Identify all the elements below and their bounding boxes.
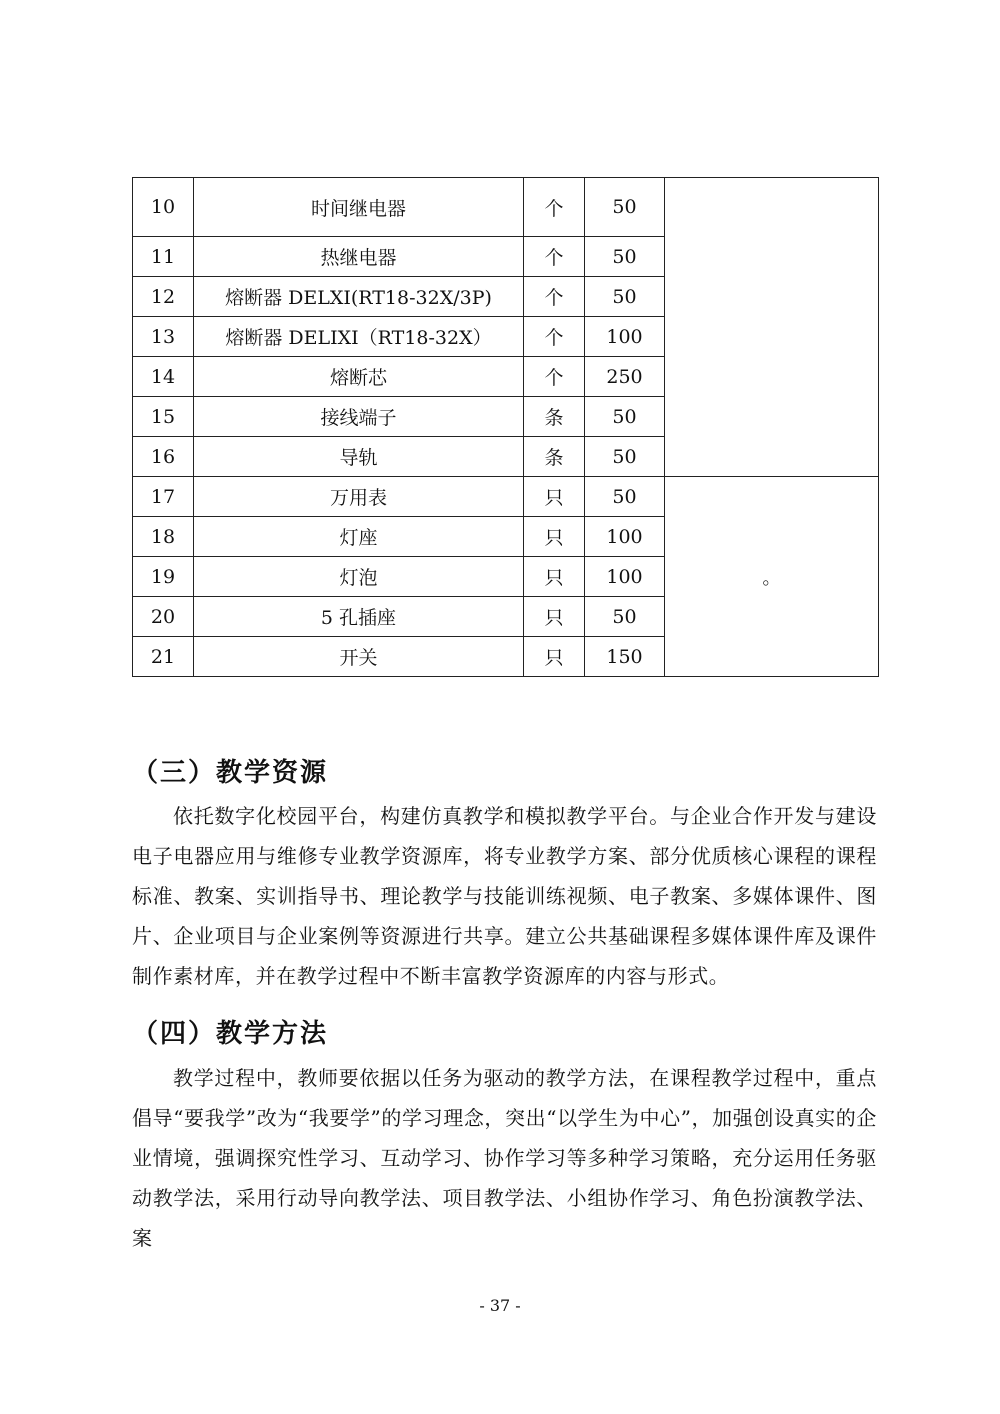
row-number: 17 xyxy=(133,477,194,517)
row-number: 16 xyxy=(133,437,194,477)
item-unit: 个 xyxy=(524,317,585,357)
item-unit: 个 xyxy=(524,178,585,237)
item-unit: 只 xyxy=(524,477,585,517)
item-unit: 只 xyxy=(524,557,585,597)
item-quantity: 100 xyxy=(585,517,665,557)
row-number: 13 xyxy=(133,317,194,357)
table-row xyxy=(133,477,879,517)
item-unit: 个 xyxy=(524,237,585,277)
section-heading-teaching-resources: （三）教学资源 xyxy=(132,758,329,788)
row-number: 14 xyxy=(133,357,194,397)
item-unit: 只 xyxy=(524,517,585,557)
item-quantity: 50 xyxy=(585,477,665,517)
row-number: 12 xyxy=(133,277,194,317)
item-name: 开关 xyxy=(194,637,524,677)
item-quantity: 50 xyxy=(585,397,665,437)
item-quantity: 250 xyxy=(585,357,665,397)
item-name: 导轨 xyxy=(194,437,524,477)
item-name: 热继电器 xyxy=(194,237,524,277)
row-number: 11 xyxy=(133,237,194,277)
item-name: 时间继电器 xyxy=(194,178,524,237)
item-quantity: 50 xyxy=(585,437,665,477)
row-number: 19 xyxy=(133,557,194,597)
item-quantity: 50 xyxy=(585,277,665,317)
item-name: 熔断器 DELIXI（RT18-32X） xyxy=(194,317,524,357)
item-quantity: 50 xyxy=(585,178,665,237)
item-name: 万用表 xyxy=(194,477,524,517)
item-name: 灯泡 xyxy=(194,557,524,597)
item-name: 灯座 xyxy=(194,517,524,557)
item-unit: 个 xyxy=(524,357,585,397)
teaching-methods-paragraph: 教学过程中，教师要依据以任务为驱动的教学方法，在课程教学过程中，重点倡导“要我学”改为“我要学”的学习理念，突出“以学生为中心”，加强创设真实的企业情境，强调探究性学习、互动学习、协作学习等多种学习策略，充分运用任务驱动教学法，采用行动导向教学法、项目教学法、小组协作学习、角色扮演教学法、案 xyxy=(132,1066,877,1250)
row-number: 15 xyxy=(133,397,194,437)
item-quantity: 150 xyxy=(585,637,665,677)
section-heading-teaching-methods: （四）教学方法 xyxy=(132,1019,329,1049)
equipment-table xyxy=(132,177,879,677)
item-quantity: 50 xyxy=(585,237,665,277)
teaching-resources-paragraph: 依托数字化校园平台，构建仿真教学和模拟教学平台。与企业合作开发与建设电子电器应用与维修专业教学资源库，将专业教学方案、部分优质核心课程的课程标准、教案、实训指导书、理论教学与技能训练视频、电子教案、多媒体课件、图片、企业项目与企业案例等资源进行共享。建立公共基础课程多媒体课件库及课件制作素材库，并在教学过程中不断丰富教学资源库的内容与形式。 xyxy=(132,804,877,988)
row-number: 10 xyxy=(133,178,194,237)
item-quantity: 50 xyxy=(585,597,665,637)
row-number: 20 xyxy=(133,597,194,637)
item-name: 5 孔插座 xyxy=(194,597,524,637)
item-unit: 个 xyxy=(524,277,585,317)
item-name: 熔断器 DELXI(RT18-32X/3P) xyxy=(194,277,524,317)
item-unit: 只 xyxy=(524,597,585,637)
item-unit: 条 xyxy=(524,437,585,477)
group-note-cell xyxy=(665,178,879,477)
row-number: 21 xyxy=(133,637,194,677)
item-unit: 只 xyxy=(524,637,585,677)
item-quantity: 100 xyxy=(585,317,665,357)
table-row xyxy=(133,178,879,237)
item-quantity: 100 xyxy=(585,557,665,597)
item-name: 熔断芯 xyxy=(194,357,524,397)
page-number: - 37 - xyxy=(479,1296,521,1315)
item-unit: 条 xyxy=(524,397,585,437)
group-note-cell: 。 xyxy=(665,477,879,677)
item-name: 接线端子 xyxy=(194,397,524,437)
row-number: 18 xyxy=(133,517,194,557)
